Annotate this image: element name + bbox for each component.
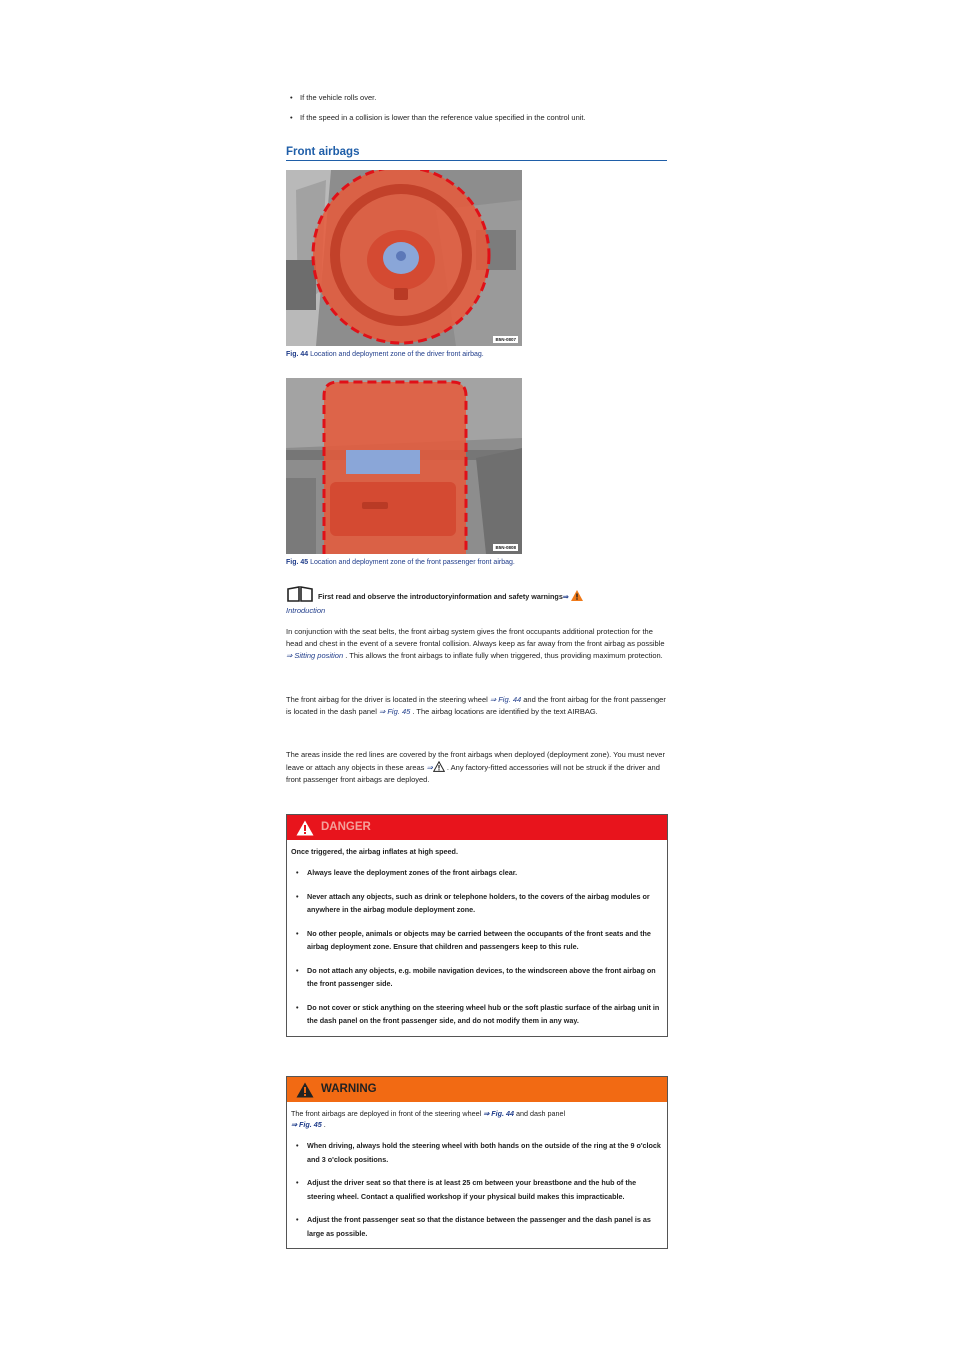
figure-caption: Fig. 45 Location and deployment zone of the front passenger front airbag. bbox=[286, 559, 515, 566]
danger-box bbox=[286, 814, 668, 1037]
danger-item: • Always leave the deployment zones of the front airbags clear. bbox=[291, 866, 663, 880]
fig-44-link[interactable]: ⇒ Fig. 44 bbox=[483, 1109, 514, 1118]
warning-triangle-icon bbox=[433, 761, 445, 772]
dash-panel-illustration bbox=[286, 378, 522, 554]
bullet-item: • If the speed in a collision is lower than the reference value specified in the control unit. bbox=[290, 113, 586, 122]
introduction-link[interactable]: Introduction bbox=[286, 606, 326, 615]
warning-box bbox=[286, 1076, 668, 1249]
danger-header bbox=[287, 815, 667, 840]
warning-label: WARNING bbox=[321, 1083, 377, 1095]
danger-item: • Never attach any objects, such as drink or telephone holders, to the covers of the airbag modules or anywhere in the airbag module deployment zone. bbox=[291, 890, 663, 917]
danger-intro: Once triggered, the airbag inflates at high speed. bbox=[291, 847, 458, 856]
figure-caption: Fig. 44 Location and deployment zone of the driver front airbag. bbox=[286, 351, 484, 358]
fig-44-link[interactable]: ⇒ Fig. 44 bbox=[489, 695, 522, 704]
steering-wheel-illustration bbox=[286, 170, 522, 346]
danger-item: • No other people, animals or objects may be carried between the occupants of the front seats and the airbag deployment zone. Ensure that children and passengers keep to this rule. bbox=[291, 927, 663, 954]
warning-item: • Adjust the driver seat so that there is at least 25 cm between your breastbone and the hub of the steering wheel. Contact a qualified workshop if your physical build makes this impracticable. bbox=[291, 1176, 663, 1203]
warning-item: • When driving, always hold the steering wheel with both hands on the outside of the ring at the 9 o'clock and 3 o'clock positions. bbox=[291, 1139, 663, 1166]
fig-45-link[interactable]: ⇒ Fig. 45 bbox=[291, 1120, 322, 1129]
danger-item: • Do not attach any objects, e.g. mobile navigation devices, to the windscreen above the front airbag on the front passenger side. bbox=[291, 964, 663, 991]
figure-code: B5N-0808 bbox=[495, 545, 516, 550]
warning-triangle-icon bbox=[571, 590, 583, 601]
read-first-notice: First read and observe the introductoryinformation and safety warnings⇒ bbox=[318, 590, 583, 601]
fig-45-link[interactable]: ⇒ Fig. 45 bbox=[378, 707, 411, 717]
sitting-position-link[interactable]: ⇒ Sitting position bbox=[286, 651, 344, 661]
bullet-item: • If the vehicle rolls over. bbox=[290, 93, 377, 102]
paragraph: In conjunction with the seat belts, the front airbag system gives the front occupants additional protection for the head and chest in the event of a severe frontal collision. Always keep as far away from the front airbag as possible ⇒ Sitting position . This allows the front airbags to inflate fully when triggered, thus providing maximum protection. bbox=[286, 627, 665, 661]
paragraph: The front airbag for the driver is located in the steering wheel ⇒ Fig. 44 and the front airbag for the front passenger is located in the dash panel ⇒ Fig. 45 . The airbag locations are identified by the text AIRBAG. bbox=[286, 695, 666, 717]
book-icon bbox=[286, 586, 314, 607]
danger-body bbox=[287, 840, 667, 1036]
warning-link[interactable]: ⇒ bbox=[426, 763, 433, 773]
warning-header bbox=[287, 1077, 667, 1102]
warning-body bbox=[287, 1102, 667, 1248]
figure-code: B5N-0807 bbox=[495, 337, 516, 342]
danger-label: DANGER bbox=[321, 821, 371, 833]
warning-intro: The front airbags are deployed in front of the steering wheel ⇒ Fig. 44 and dash panel ⇒ Fig. 45 . bbox=[291, 1109, 566, 1129]
figure-driver-airbag bbox=[286, 170, 522, 346]
paragraph: The areas inside the red lines are covered by the front airbags when deployed (deployment zone). You must never leave or attach any objects in these areas ⇒ . Any factory-fitted accessories will not be struck if the driver and front passenger front airbags are deployed. bbox=[286, 750, 665, 785]
danger-item: • Do not cover or stick anything on the steering wheel hub or the soft plastic surface of the airbag unit in the dash panel on the front passenger side, and do not modify them in any way. bbox=[291, 1001, 663, 1028]
section-title: Front airbags bbox=[286, 146, 667, 161]
danger-triangle-icon bbox=[296, 820, 314, 836]
warning-item: • Adjust the front passenger seat so that the distance between the passenger and the dash panel is as large as possible. bbox=[291, 1213, 663, 1240]
warning-triangle-icon bbox=[296, 1082, 314, 1098]
figure-passenger-airbag bbox=[286, 378, 522, 554]
